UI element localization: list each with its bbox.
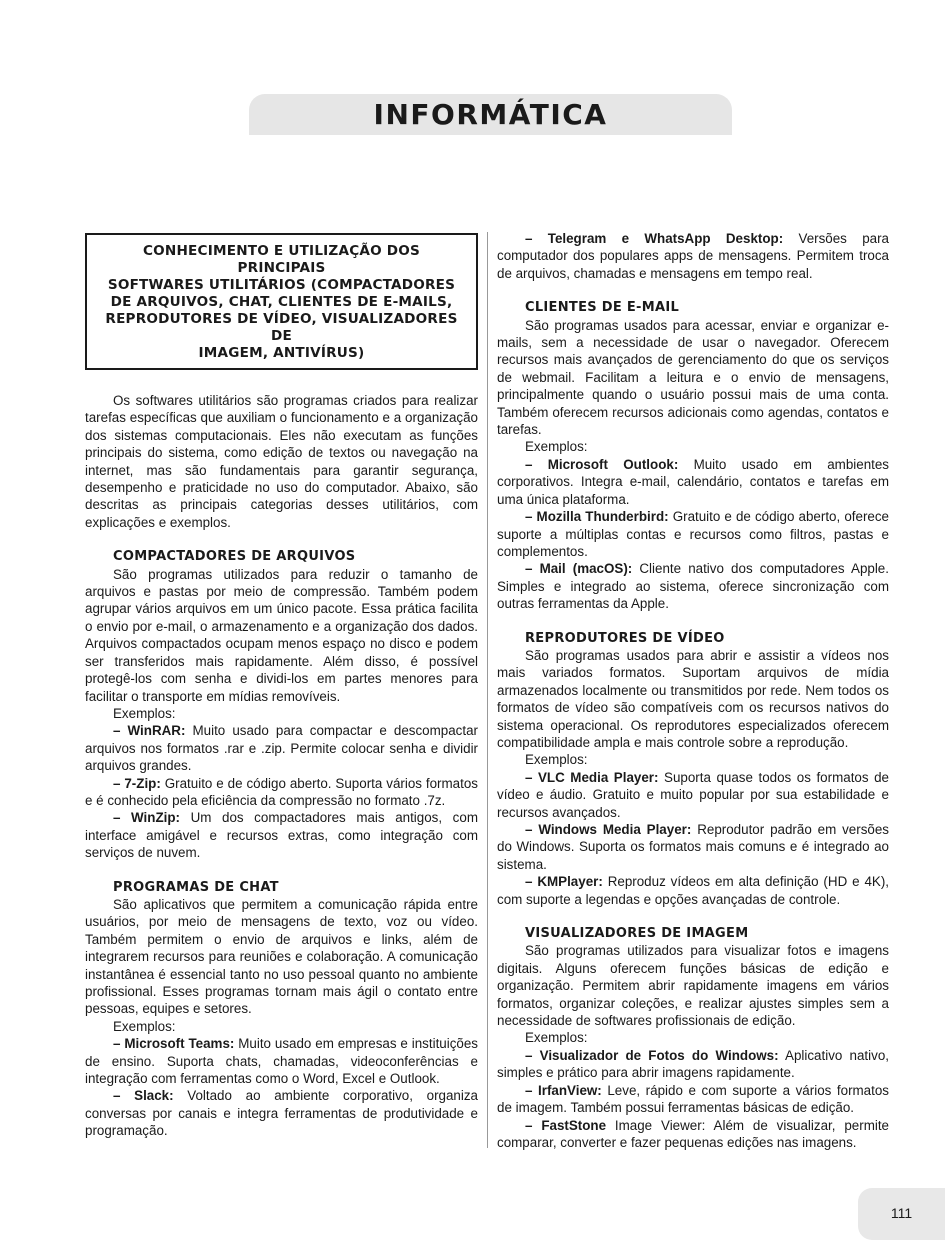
heading-imagem: VISUALIZADORES DE IMAGEM: [525, 926, 749, 942]
example-item: – Microsoft Teams: Muito usado em empresas e instituições de ensino. Suporta chats, chamadas, videoconferências e integração com ferramentas como o Word, Excel e Outlook.: [85, 1036, 478, 1087]
example-item: – FastStone Image Viewer: Além de visualizar, permite comparar, converter e fazer pequenas edições nas imagens.: [497, 1117, 889, 1150]
section-title-box: CONHECIMENTO E UTILIZAÇÃO DOS PRINCIPAIS SOFTWARES UTILITÁRIOS (COMPACTADORES DE ARQUIVOS, CHAT, CLIENTES DE E-MAILS, REPRODUTORES DE VÍDEO, VISUALIZADORES DE IMAGEM, ANTIVÍRUS): [85, 233, 478, 370]
example-item: – Mail (macOS): Cliente nativo dos computadores Apple. Simples e integrado ao sistema, oferece sincronização com outras ferramentas da Apple.: [497, 561, 889, 612]
heading-email: CLIENTES DE E-MAIL: [525, 300, 680, 316]
page-header-title: INFORMÁTICA: [373, 98, 608, 131]
column-divider: [487, 232, 488, 1148]
example-item: – Telegram e WhatsApp Desktop: Versões para computador dos populares apps de mensagens. Permitem troca de arquivos, chamadas e mensagens em tempo real.: [497, 231, 889, 281]
example-item: – IrfanView: Leve, rápido e com suporte a vários formatos de imagem. Também possui ferramentas básicas de edição.: [497, 1082, 889, 1116]
intro-paragraph: Os softwares utilitários são programas criados para realizar tarefas específicas que auxiliam o funcionamento e a organização dos sistemas computacionais. Eles não executam as funções principais do sistema, como edição de textos ou navegação na internet, mas são fundamentais para garantir segurança, desempenho e praticidade no uso do computador. Abaixo, são descritas as principais categorias desses utilitários, com explicações e exemplos.: [85, 393, 478, 530]
example-item: – Windows Media Player: Reprodutor padrão em versões do Windows. Suporta os formatos mais comuns e é integrado ao sistema.: [497, 822, 889, 872]
email-text: São programas usados para acessar, enviar e organizar e-mails, sem a necessidade de usar o navegador. Oferecem recursos mais avançados de gerenciamento do que os serviços de webmail. Facilitam a leitura e o envio de mensagens, principalmente quando o usuário possui mais de uma conta. Também oferecem recursos adicionais como agendas, contatos e tarefas.: [497, 317, 889, 438]
right-column: [497, 230, 889, 1151]
example-item: – Microsoft Outlook: Muito usado em ambientes corporativos. Integra e-mail, calendário, contatos e tarefas em uma única plataforma.: [497, 456, 889, 507]
imagem-text: São programas utilizados para visualizar fotos e imagens digitais. Alguns oferecem funções básicas de edição e organização. Permitem abrir rapidamente imagens em vários formatos, organizar coleções, e realizar ajustes simples sem a necessidade de softwares profissionais de edição.: [497, 943, 889, 1029]
heading-video: REPRODUTORES DE VÍDEO: [525, 630, 725, 646]
example-item: – Visualizador de Fotos do Windows: Aplicativo nativo, simples e prático para abrir imagens rapidamente.: [497, 1047, 889, 1081]
example-item: – WinRAR: Muito usado para compactar e descompactar arquivos nos formatos .rar e .zip. Permite colocar senha e dividir arquivos grandes.: [85, 723, 478, 774]
imagem-examples-label: Exemplos:: [525, 1030, 588, 1046]
example-item: – 7-Zip: Gratuito e de código aberto. Suporta vários formatos e é conhecido pela eficiência da compressão no formato .7z.: [85, 775, 478, 808]
example-item: – Mozilla Thunderbird: Gratuito e de código aberto, oferece suporte a múltiplas contas e recursos como filtros, pastas e complementos.: [497, 509, 889, 559]
heading-compactadores: COMPACTADORES DE ARQUIVOS: [113, 549, 356, 565]
compactadores-examples-label: Exemplos:: [113, 705, 176, 721]
left-column: [85, 230, 478, 1140]
chat-examples-label: Exemplos:: [113, 1018, 176, 1034]
video-examples-label: Exemplos:: [525, 752, 588, 768]
example-item: – KMPlayer: Reproduz vídeos em alta definição (HD e 4K), com suporte a legendas e opções avançadas de controle.: [497, 874, 890, 907]
example-item: – Slack: Voltado ao ambiente corporativo, organiza conversas por canais e integra ferramentas de produtividade e programação.: [85, 1088, 478, 1139]
chat-text: São aplicativos que permitem a comunicação rápida entre usuários, por meio de mensagens de texto, voz ou vídeo. Também permitem o envio de arquivos e links, além de integrarem recursos para reuniões e colaboração. A comunicação instantânea é essencial tanto no uso pessoal quanto no ambiente profissional. Esses programas tornam mais ágil o contato entre pessoas, equipes e setores.: [85, 896, 478, 1017]
page-number: 111: [890, 1205, 913, 1221]
email-examples-label: Exemplos:: [525, 439, 588, 455]
video-text: São programas usados para abrir e assistir a vídeos nos mais variados formatos. Suportam arquivos de mídia armazenados localmente ou transmitidos por rede. Nem todos os formatos de vídeo são compatíveis com os recursos nativos do sistema operacional. Os reprodutores especializados oferecem compatibilidade ampla e mais controle sobre a reprodução.: [497, 647, 889, 750]
example-item: – WinZip: Um dos compactadores mais antigos, com interface amigável e recursos extras, como integração com serviços de nuvem.: [85, 810, 478, 861]
example-item: – VLC Media Player: Suporta quase todos os formatos de vídeo e áudio. Gratuito e muito popular por sua estabilidade e recursos avançados.: [497, 769, 889, 820]
heading-chat: PROGRAMAS DE CHAT: [113, 879, 279, 895]
compactadores-text: São programas utilizados para reduzir o tamanho de arquivos e pastas por meio de compressão. Também podem agrupar vários arquivos em um único pacote. Essa prática facilita o envio por e-mail, o armazenamento e a organização dos dados. Arquivos compactados ocupam menos espaço no disco e podem ser transferidos mais rapidamente. Além disso, é possível protegê-los com senha e dividi-los em partes menores para facilitar o transporte em mídias removíveis.: [85, 566, 478, 704]
